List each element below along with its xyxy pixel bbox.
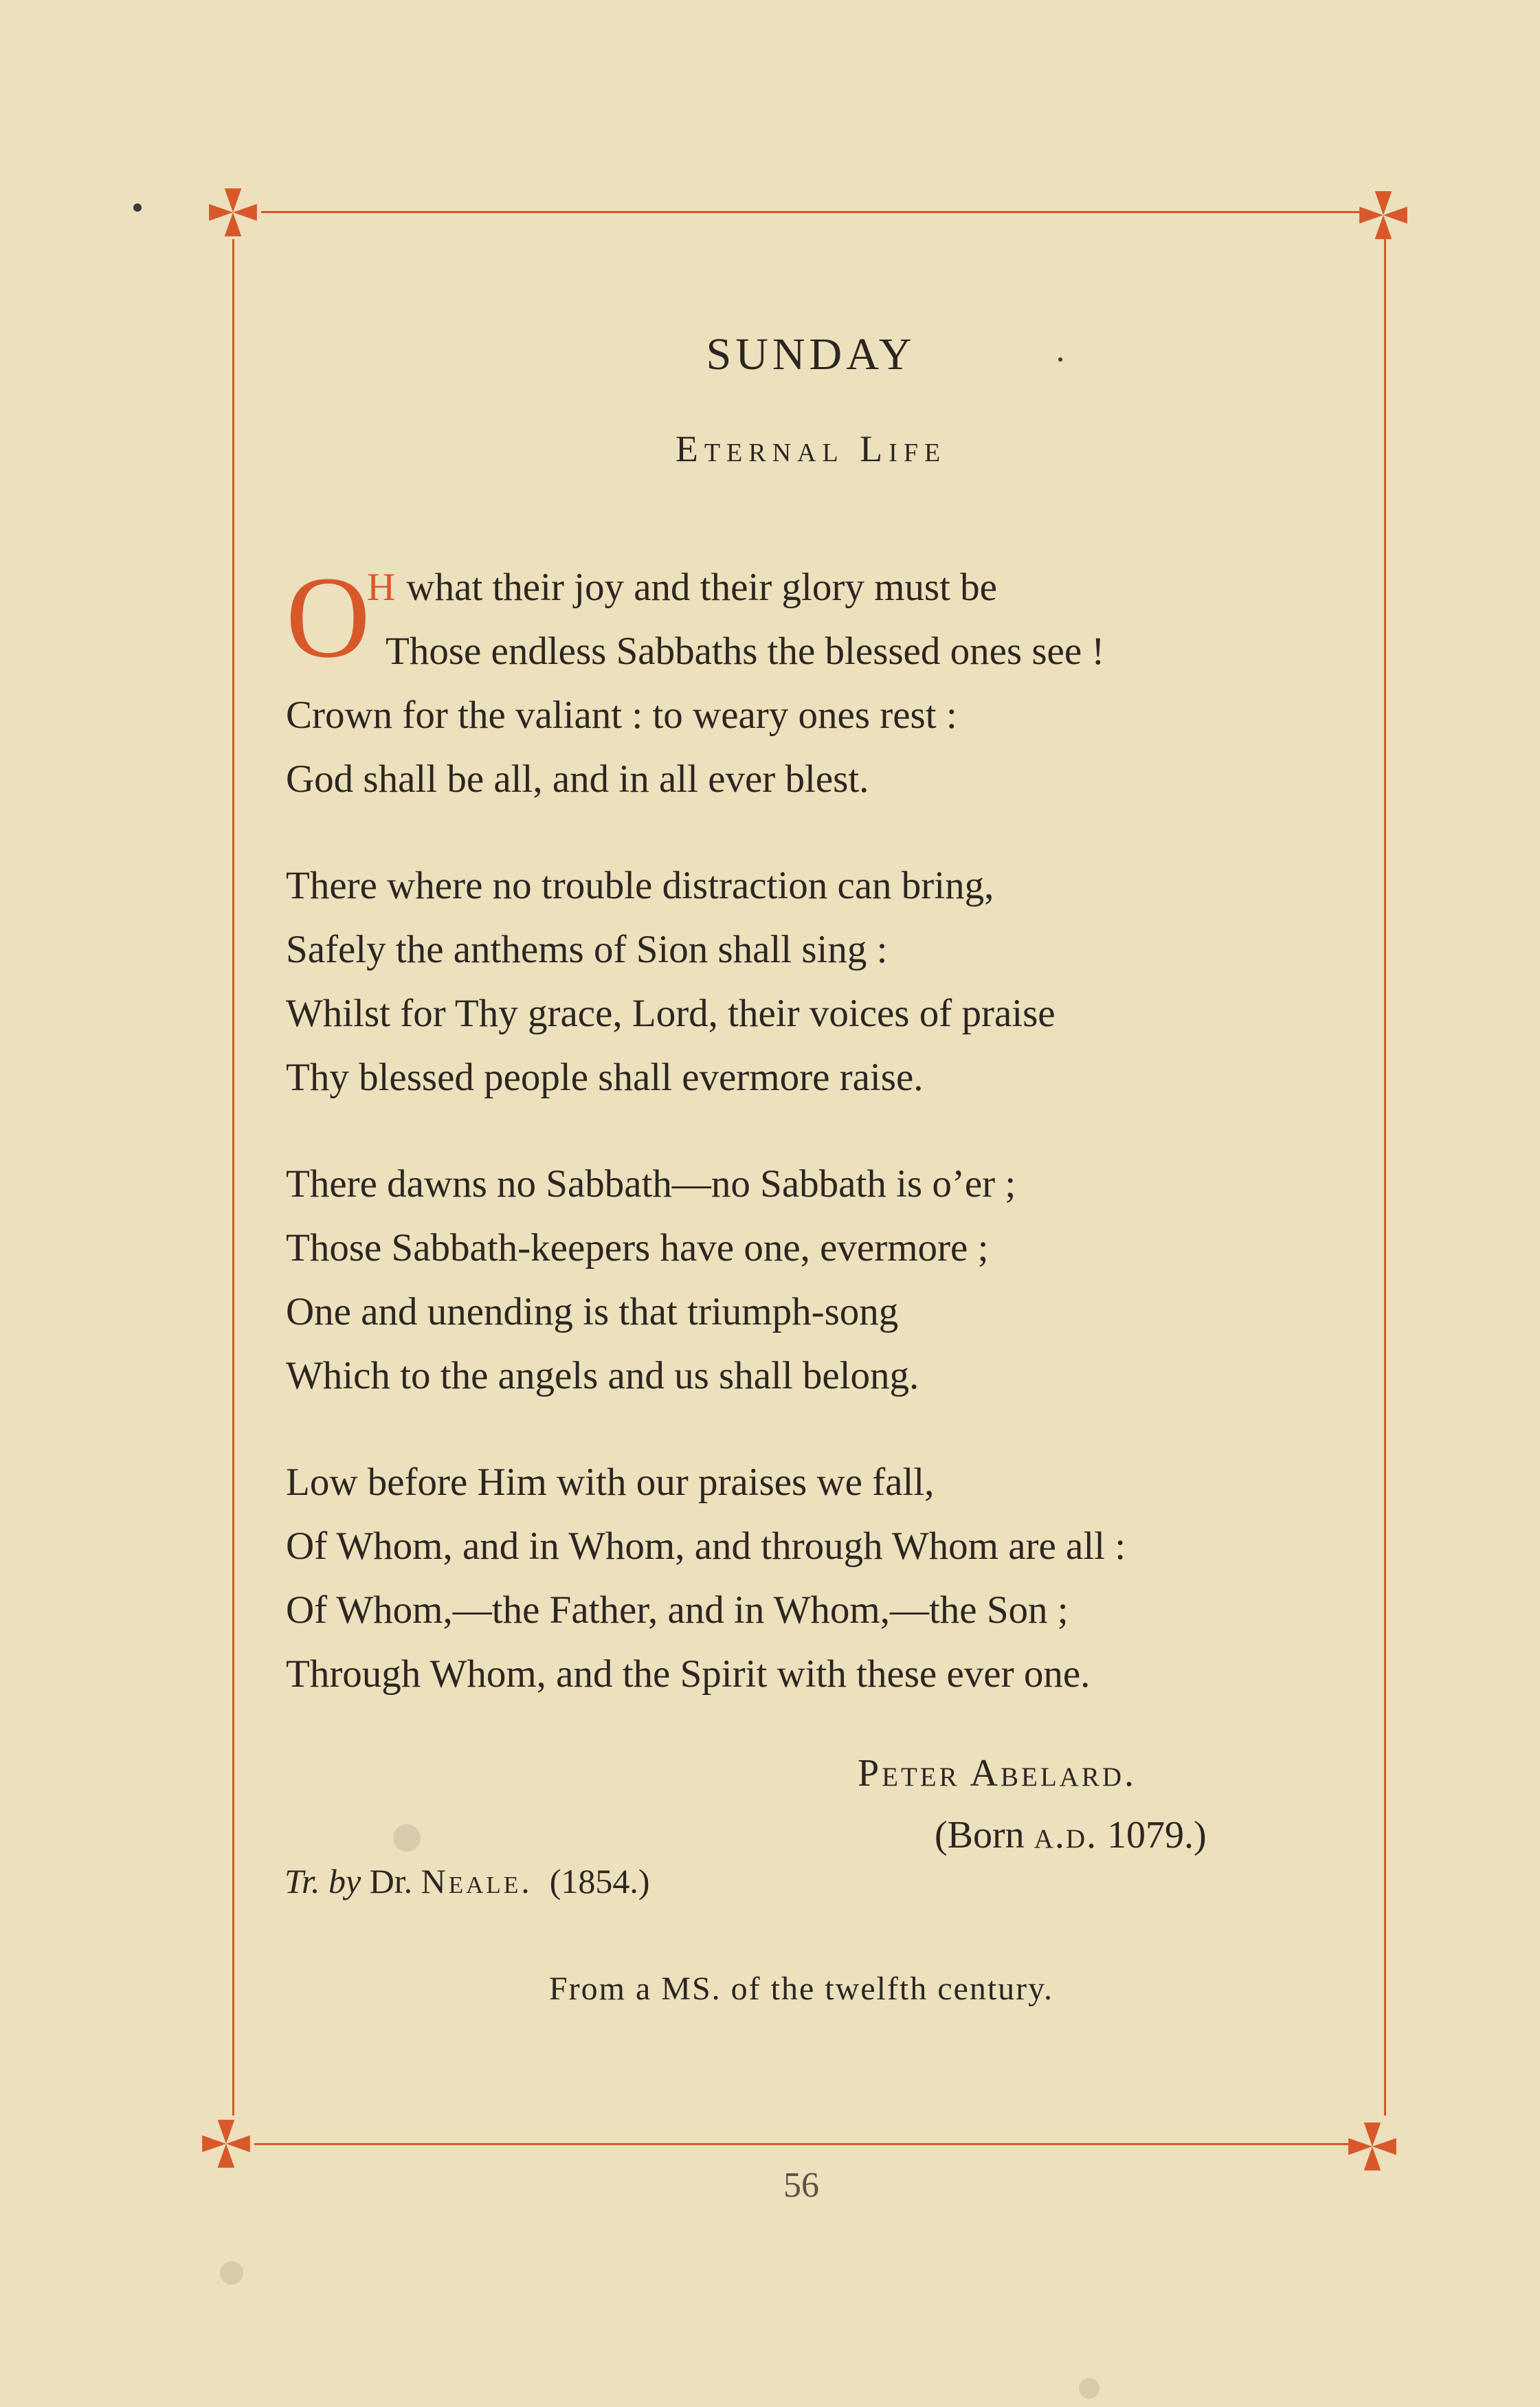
bottom-border-line <box>254 2143 1354 2145</box>
paper-smudge <box>220 2261 243 2285</box>
ink-speck <box>133 203 142 212</box>
top-border-line <box>261 211 1361 213</box>
translator-name: Neale. <box>421 1862 533 1900</box>
poem-line: Safely the anthems of Sion shall sing : <box>286 928 888 971</box>
maltese-cross-icon <box>198 2116 254 2172</box>
stanza <box>286 1152 1399 1408</box>
author-birth <box>935 1813 1207 1857</box>
page-number: 56 <box>783 2166 819 2205</box>
poem-line: There where no trouble distraction can bring, <box>286 864 994 907</box>
poem-line: Low before Him with our praises we fall, <box>286 1461 935 1504</box>
born-era: a.d. <box>1034 1814 1097 1856</box>
first-word-cap: H <box>367 566 397 609</box>
poem-line: Those Sabbath-keepers have one, evermore ; <box>286 1226 989 1269</box>
stanza <box>286 854 1399 1109</box>
page-title: SUNDAY <box>706 329 916 379</box>
drop-cap: O <box>286 553 370 682</box>
poem-line: God shall be all, and in all ever blest. <box>286 757 869 801</box>
poem-line: Of Whom,—the Father, and in Whom,—the Son ; <box>286 1588 1069 1632</box>
poem <box>286 555 1399 1749</box>
maltese-cross-icon <box>205 184 261 241</box>
poem-line: Those endless Sabbaths the blessed ones see ! <box>386 630 1105 673</box>
left-border-line <box>232 239 234 2116</box>
author-name: Peter Abelard. <box>858 1752 1137 1795</box>
translator-prefix: Tr. by <box>284 1862 361 1900</box>
poem-line: Thy blessed people shall evermore raise. <box>286 1056 924 1099</box>
poem-line: Through Whom, and the Spirit with these ever one. <box>286 1652 1091 1696</box>
poem-line: Which to the angels and us shall belong. <box>286 1354 919 1397</box>
poem-line-text: what their joy and their glory must be <box>397 566 997 609</box>
paper-smudge <box>393 1824 421 1852</box>
poem-line: Whilst for Thy grace, Lord, their voices of praise <box>286 992 1056 1035</box>
translator-year: (1854.) <box>532 1862 650 1900</box>
source-note: From a MS. of the twelfth century. <box>548 1971 1054 2007</box>
poem-line: There dawns no Sabbath—no Sabbath is o’er ; <box>286 1162 1016 1206</box>
born-year: 1079.) <box>1097 1814 1207 1856</box>
translator-title: Dr. <box>361 1862 421 1900</box>
page-subtitle: Eternal Life <box>675 428 947 469</box>
poem-line: One and unending is that triumph-song <box>286 1290 899 1333</box>
poem-line: Of Whom, and in Whom, and through Whom are all : <box>286 1524 1126 1568</box>
stanza <box>286 1450 1399 1706</box>
maltese-cross-icon <box>1355 187 1411 243</box>
translator-credit <box>284 1861 650 1901</box>
stanza <box>286 555 1399 811</box>
born-open: (Born <box>935 1814 1034 1856</box>
poem-line: Crown for the valiant : to weary ones rest : <box>286 694 957 737</box>
paper-smudge <box>1079 2378 1100 2399</box>
